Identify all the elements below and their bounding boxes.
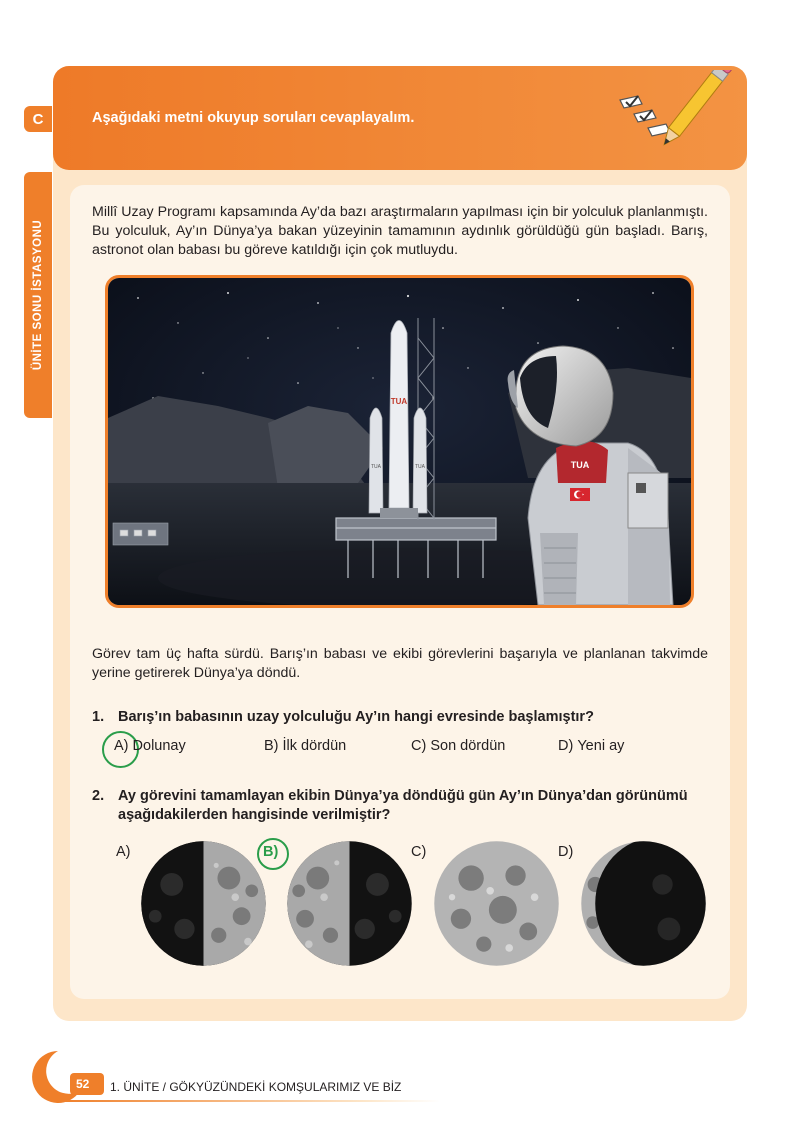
- question-2: [92, 787, 722, 827]
- svg-text:TUA: TUA: [415, 464, 425, 470]
- astronaut-rocket-illustration: [105, 275, 694, 608]
- crescent-moon-logo-icon: [14, 1045, 104, 1105]
- q1-option-b-text: İlk dördün: [282, 738, 347, 754]
- q1-option-d-text: Yeni ay: [577, 738, 625, 754]
- unit-end-station-label: ÜNİTE SONU İSTASYONU: [32, 219, 45, 371]
- question-1-text: Barış’ın babasının uzay yolculuğu Ay’ın hangi evresinde başlamıştır?: [118, 709, 594, 725]
- question-2-number: 2.: [92, 788, 105, 804]
- question-2-text: Ay görevini tamamlayan ekibin Dünya’ya döndüğü gün Ay’ın Dünya’dan görünümü aşağıdakilerden hangisinde verilmiştir?: [118, 788, 688, 823]
- q2-option-a-letter[interactable]: A): [116, 844, 131, 860]
- q2-option-d-letter[interactable]: D): [558, 844, 574, 860]
- moon-crescent-right-dark-image[interactable]: [580, 840, 707, 967]
- q2-option-c-letter[interactable]: C): [411, 844, 427, 860]
- q1-option-c[interactable]: [411, 738, 505, 754]
- q1-option-d-letter: D): [558, 738, 574, 754]
- question-1: [92, 708, 722, 728]
- story-paragraph-2: Görev tam üç hafta sürdü. Barış’ın babası ve ekibi görevlerini başarıyla ve planlanan takvimde yerine getirerek Dünya’ya döndü.: [92, 646, 708, 681]
- moon-left-dark-half-image[interactable]: [140, 840, 267, 967]
- q1-option-c-letter: C): [411, 738, 427, 754]
- q1-option-d[interactable]: [558, 738, 624, 754]
- story-paragraph-1: Millî Uzay Programı kapsamında Ay’da bazı araştırmaların yapılması için bir yolculuk planlanmıştı. Bu yolculuk, Ay’ın Dünya’ya bakan yüzeyinin tamamının aydınlık görüldüğü gün başladı. Barış, astronot olan babası bu göreve katıldığı için çok mutluydu.: [92, 204, 708, 258]
- instruction-text: Aşağıdaki metni okuyup soruları cevaplayalım.: [92, 110, 415, 126]
- full-moon-image[interactable]: [433, 840, 560, 967]
- q1-option-a-letter: A): [114, 738, 129, 754]
- question-1-number: 1.: [92, 709, 105, 725]
- unit-title: 1. ÜNİTE / GÖKYÜZÜNDEKİ KOMŞULARIMIZ VE BİZ: [110, 1080, 402, 1094]
- svg-text:TUA: TUA: [371, 464, 381, 470]
- q1-option-b-letter: B): [264, 738, 279, 754]
- section-letter-tab: [24, 106, 52, 132]
- suit-logo: TUA: [570, 460, 590, 470]
- pencil-checklist-icon: [612, 70, 737, 150]
- footer-divider: [60, 1100, 440, 1102]
- q1-option-c-text: Son dördün: [430, 738, 506, 754]
- rocket-logo: TUA: [390, 397, 408, 406]
- section-letter: C: [32, 110, 44, 128]
- page-number: 52: [76, 1077, 90, 1091]
- q1-option-a-text: Dolunay: [132, 738, 186, 754]
- unit-end-station-tab: [24, 172, 52, 418]
- q2-option-b-letter[interactable]: B): [263, 844, 279, 860]
- moon-right-dark-half-image[interactable]: [286, 840, 413, 967]
- q1-option-a[interactable]: [114, 738, 186, 754]
- q1-option-b[interactable]: [264, 738, 346, 754]
